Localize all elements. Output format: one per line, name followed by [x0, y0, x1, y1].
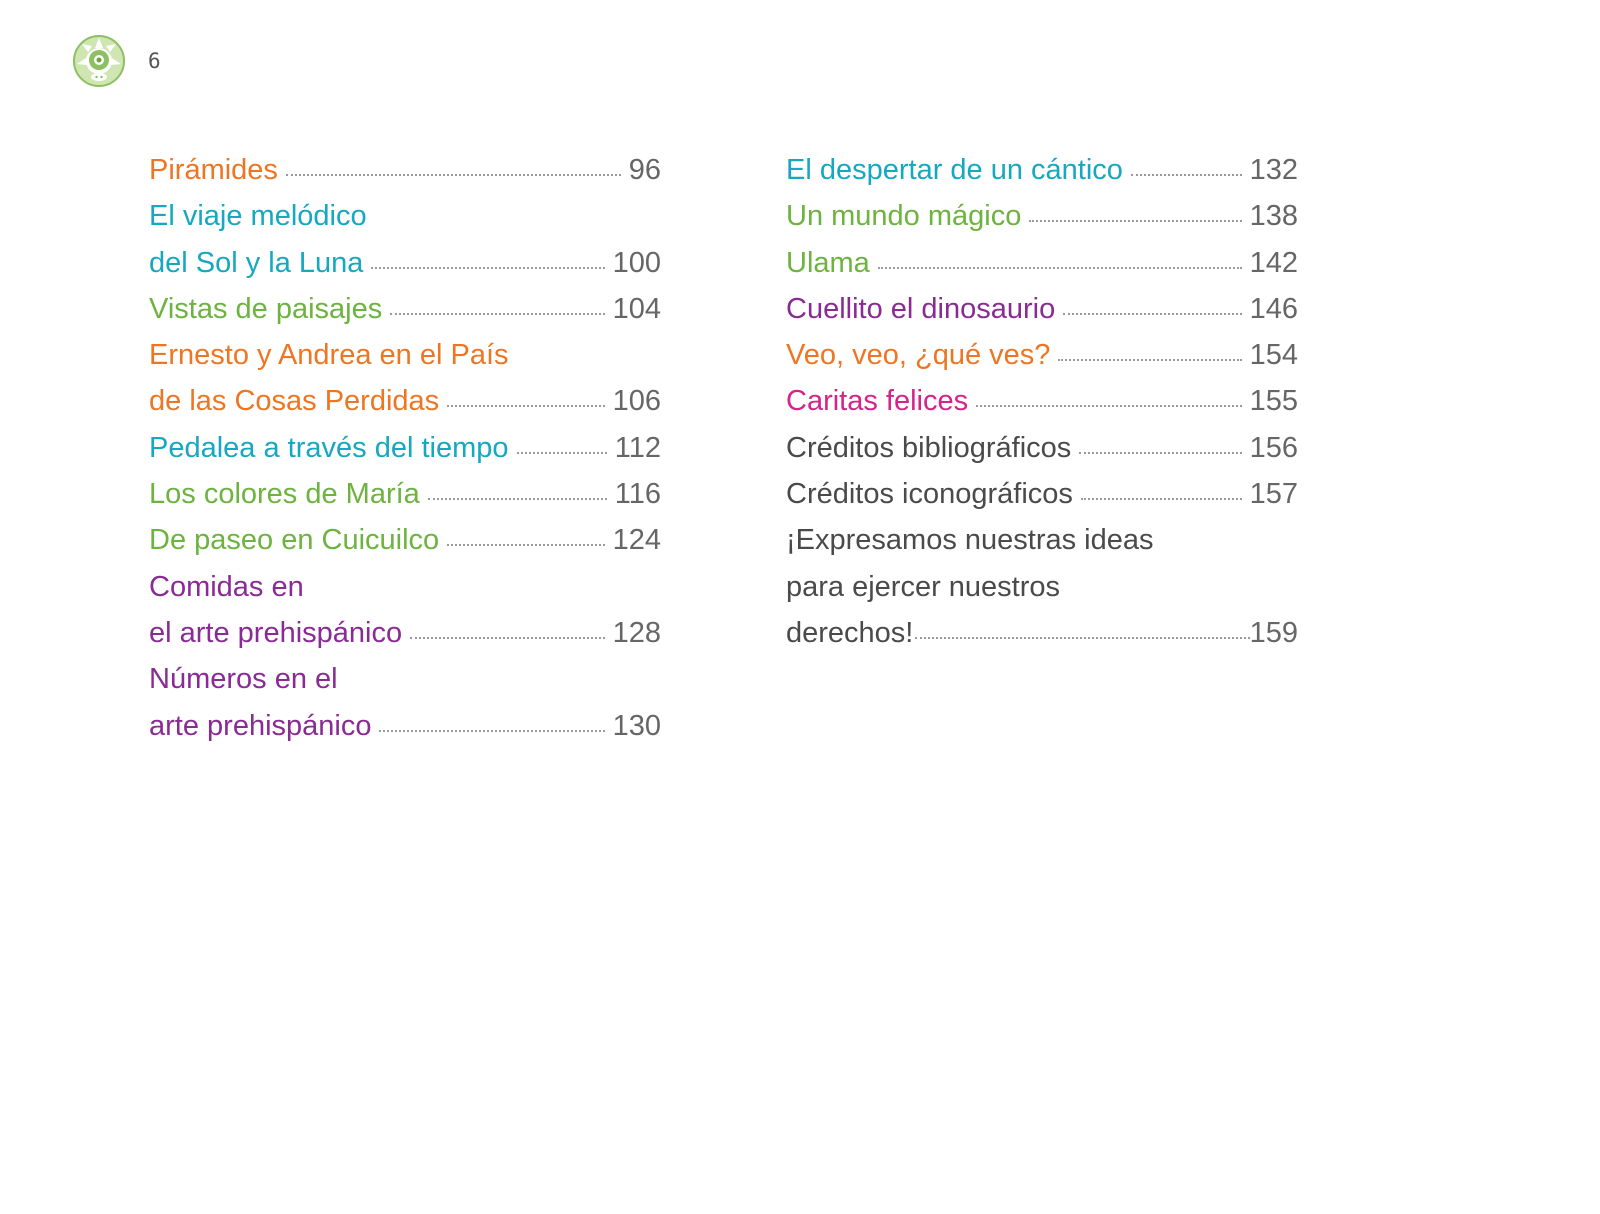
toc-entry[interactable]	[149, 193, 661, 286]
toc-dot-leader	[390, 313, 604, 315]
toc-entry-line-with-page	[149, 378, 661, 424]
toc-entry-line-with-page	[149, 471, 661, 517]
toc-entry[interactable]	[149, 471, 661, 517]
toc-entry-title: Créditos bibliográficos	[786, 431, 1072, 464]
toc-dot-leader	[286, 174, 621, 176]
page-number: 6	[148, 49, 161, 73]
toc-entry[interactable]	[786, 425, 1298, 471]
toc-entry-title: De paseo en Cuicuilco	[149, 524, 440, 557]
toc-page-number: 130	[612, 709, 661, 742]
toc-entry[interactable]	[786, 147, 1298, 193]
toc-entry-line-with-page	[786, 471, 1298, 517]
toc-entry[interactable]	[786, 332, 1298, 378]
toc-page-number: 156	[1249, 431, 1298, 464]
toc-page-number: 128	[612, 616, 661, 649]
toc-entry-line	[786, 564, 1298, 610]
toc-dot-leader	[976, 405, 1241, 407]
page-header	[72, 34, 161, 88]
toc-entry-line-with-page	[149, 703, 661, 749]
toc-page-number: 104	[612, 292, 661, 325]
toc-entry-line-with-page	[149, 425, 661, 471]
toc-entry-line-with-page	[149, 610, 661, 656]
toc-entry[interactable]	[149, 286, 661, 332]
toc-entry[interactable]	[149, 425, 661, 471]
toc-entry-title: Ulama	[786, 246, 870, 279]
toc-left-column	[149, 147, 661, 749]
toc-entry-title: Veo, veo, ¿qué ves?	[786, 339, 1051, 372]
toc-entry-line	[149, 332, 661, 378]
toc-entry-title: El viaje melódico	[149, 200, 367, 233]
toc-entry-title: Un mundo mágico	[786, 200, 1022, 233]
toc-dot-leader	[410, 637, 605, 639]
toc-right-column	[786, 147, 1298, 656]
toc-entry[interactable]	[149, 147, 661, 193]
toc-entry-title: de las Cosas Perdidas	[149, 385, 440, 418]
toc-dot-leader	[1029, 220, 1241, 222]
toc-page-number: 100	[612, 246, 661, 279]
toc-page-number: 142	[1249, 246, 1298, 279]
toc-page-number: 157	[1249, 478, 1298, 511]
toc-page-number: 112	[614, 431, 661, 464]
toc-dot-leader	[915, 637, 1249, 639]
toc-dot-leader	[371, 267, 604, 269]
toc-entry-line-with-page	[786, 193, 1298, 239]
toc-entry-title: del Sol y la Luna	[149, 246, 364, 279]
toc-entry-title: ¡Expresamos nuestras ideas	[786, 524, 1154, 557]
toc-entry[interactable]	[149, 517, 661, 563]
toc-entry-title: arte prehispánico	[149, 709, 372, 742]
toc-entry-line-with-page	[149, 240, 661, 286]
toc-entry-line	[149, 193, 661, 239]
toc-page-number: 154	[1249, 339, 1298, 372]
toc-dot-leader	[1063, 313, 1241, 315]
toc-entry-title: Pedalea a través del tiempo	[149, 431, 509, 464]
toc-dot-leader	[1079, 452, 1241, 454]
toc-entry-line	[786, 517, 1298, 563]
toc-page-number: 146	[1249, 292, 1298, 325]
toc-entry-title: Cuellito el dinosaurio	[786, 292, 1056, 325]
toc-entry[interactable]	[149, 564, 661, 657]
toc-entry-line-with-page	[786, 610, 1298, 656]
toc-dot-leader	[517, 452, 607, 454]
toc-dot-leader	[1058, 359, 1241, 361]
flower-logo-icon	[72, 34, 126, 88]
toc-entry[interactable]	[786, 240, 1298, 286]
toc-entry-title: para ejercer nuestros	[786, 570, 1061, 603]
toc-entry[interactable]	[149, 656, 661, 749]
toc-entry-title: Ernesto y Andrea en el País	[149, 339, 509, 372]
toc-entry-title: derechos!	[786, 616, 914, 649]
toc-entry-title: Créditos iconográficos	[786, 478, 1073, 511]
toc-dot-leader	[1081, 498, 1242, 500]
toc-entry-line-with-page	[786, 286, 1298, 332]
toc-entry[interactable]	[786, 517, 1298, 656]
toc-page-number: 159	[1249, 616, 1298, 649]
toc-entry[interactable]	[786, 378, 1298, 424]
toc-entry[interactable]	[149, 332, 661, 425]
toc-entry-line-with-page	[786, 147, 1298, 193]
toc-page-number: 132	[1249, 154, 1298, 186]
toc-entry-title: Caritas felices	[786, 385, 969, 418]
toc-entry-title: Vistas de paisajes	[149, 292, 383, 325]
toc-dot-leader	[1131, 174, 1242, 176]
toc-entry-line-with-page	[149, 286, 661, 332]
toc-page-number: 138	[1249, 200, 1298, 233]
toc-dot-leader	[447, 544, 604, 546]
toc-entry[interactable]	[786, 193, 1298, 239]
toc-page-number: 106	[612, 385, 661, 418]
toc-dot-leader	[447, 405, 604, 407]
toc-entry[interactable]	[786, 286, 1298, 332]
toc-entry-line-with-page	[149, 517, 661, 563]
toc-page-number: 96	[628, 154, 661, 186]
toc-entry-line-with-page	[786, 425, 1298, 471]
toc-entry-line-with-page	[149, 147, 661, 193]
toc-entry-title: Números en el	[149, 663, 338, 696]
toc-dot-leader	[428, 498, 607, 500]
toc-page-number: 116	[614, 478, 661, 511]
toc-entry-title: el arte prehispánico	[149, 616, 403, 649]
toc-entry-title: Comidas en	[149, 570, 304, 603]
toc-page-number: 155	[1249, 385, 1298, 418]
toc-entry-line-with-page	[786, 240, 1298, 286]
toc-dot-leader	[878, 267, 1242, 269]
toc-entry-title: El despertar de un cántico	[786, 154, 1123, 186]
toc-page-number: 124	[612, 524, 661, 557]
toc-entry-line-with-page	[786, 378, 1298, 424]
toc-entry-line-with-page	[786, 332, 1298, 378]
toc-entry-title: Pirámides	[149, 154, 278, 186]
toc-dot-leader	[379, 730, 604, 732]
toc-entry-title: Los colores de María	[149, 478, 420, 511]
toc-entry-line	[149, 564, 661, 610]
toc-entry-line	[149, 656, 661, 702]
toc-entry[interactable]	[786, 471, 1298, 517]
